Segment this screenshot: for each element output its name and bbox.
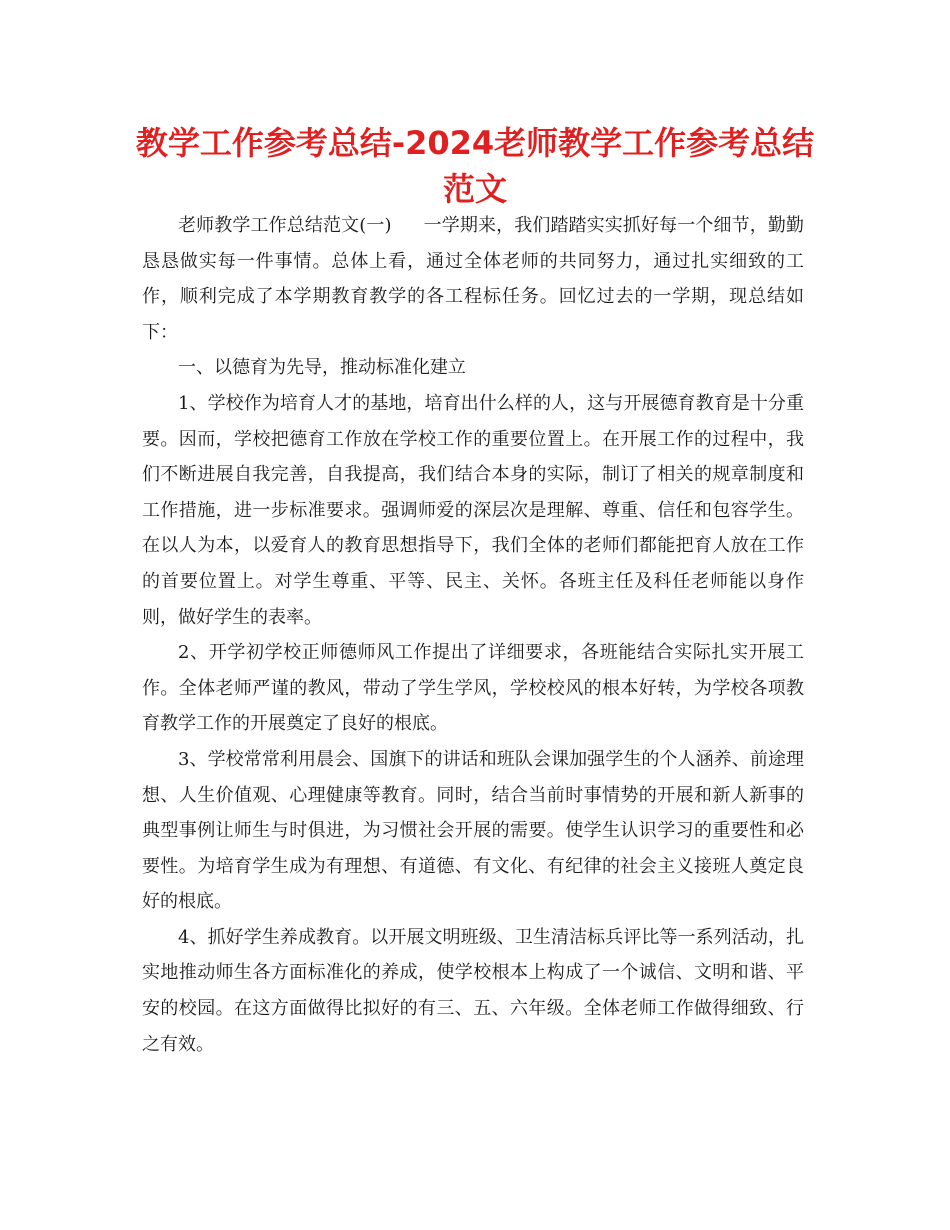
document-title: 教学工作参考总结-2024老师教学工作参考总结范文 bbox=[135, 124, 815, 208]
paragraph-4: 4、抓好学生养成教育。以开展文明班级、卫生清洁标兵评比等一系列活动，扎实地推动师生各方面标准化的养成，使学校根本上构成了一个诚信、文明和谐、平安的校园。在这方面做得比拟好的有三、五、六年级。全体老师工作做得细致、行之有效。 bbox=[142, 926, 804, 1055]
intro-paragraph bbox=[142, 208, 804, 350]
paragraph-1: 1、学校作为培育人才的基地，培育出什么样的人，这与开展德育教育是十分重要。因而，学校把德育工作放在学校工作的重要位置上。在开展工作的过程中，我们不断进展自我完善，自我提高，我们结合本身的实际，制订了相关的规章制度和工作措施，进一步标准要求。强调师爱的深层次是理解、尊重、信任和包容学生。在以人为本，以爱育人的教育思想指导下，我们全体的老师们都能把育人放在工作的首要位置上。对学生尊重、平等、民主、关怀。各班主任及科任老师能以身作则，做好学生的表率。 bbox=[142, 392, 804, 628]
paragraph-2: 2、开学初学校正师德师风工作提出了详细要求，各班能结合实际扎实开展工作。全体老师严谨的教风，带动了学生学风，学校校风的根本好转，为学校各项教育教学工作的开展奠定了良好的根底。 bbox=[142, 642, 804, 735]
intro-text: 一学期来，我们踏踏实实抓好每一个细节，勤勤恳恳做实每一件事情。总体上看，通过全体老师的共同努力，通过扎实细致的工作，顺利完成了本学期教育教学的各工程标任务。回忆过去的一学期，现总结如下： bbox=[142, 215, 804, 343]
paragraph-3: 3、学校常常利用晨会、国旗下的讲话和班队会课加强学生的个人涵养、前途理想、人生价值观、心理健康等教育。同时，结合当前时事情势的开展和新人新事的典型事例让师生与时俱进，为习惯社会开展的需要。使学生认识学习的重要性和必要性。为培育学生成为有理想、有道德、有文化、有纪律的社会主义接班人奠定良好的根底。 bbox=[142, 748, 804, 913]
intro-heading: 老师教学工作总结范文(一) bbox=[178, 215, 392, 236]
document-body bbox=[142, 208, 804, 1062]
section-heading: 一、以德育为先导，推动标准化建立 bbox=[178, 357, 466, 379]
